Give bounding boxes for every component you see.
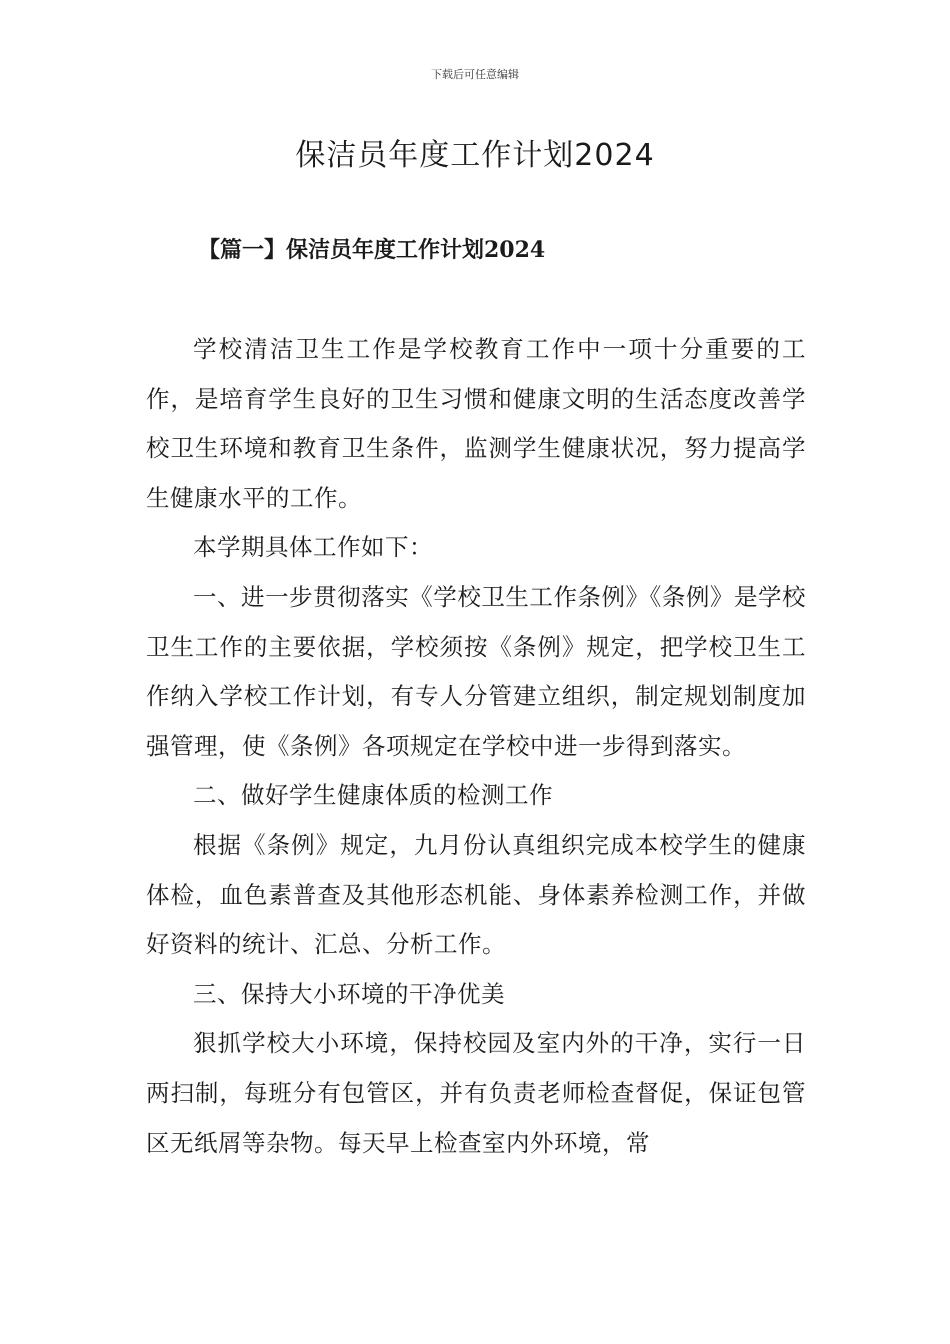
document-title: 保洁员年度工作计划2024	[295, 138, 655, 173]
paragraph-intro: 学校清洁卫生工作是学校教育工作中一项十分重要的工作，是培育学生良好的卫生习惯和健康文明的生活态度改善学校卫生环境和教育卫生条件，监测学生健康状况，努力提高学生健康水平的工作。	[146, 335, 806, 512]
paragraph-item-three-body: 狠抓学校大小环境，保持校园及室内外的干净，实行一日两扫制，每班分有包管区，并有负责老师检查督促，保证包管区无纸屑等杂物。每天早上检查室内外环境，常	[146, 1029, 806, 1157]
document-body	[146, 325, 806, 1168]
paragraph-item-two-body: 根据《条例》规定，九月份认真组织完成本校学生的健康体检，血色素普查及其他形态机能、身体素养检测工作，并做好资料的统计、汇总、分析工作。	[146, 830, 806, 959]
section-heading: 【篇一】保洁员年度工作计划2024	[198, 237, 546, 263]
header-note: 下载后可任意编辑	[431, 68, 519, 81]
paragraph-item-two-heading: 二、做好学生健康体质的检测工作	[193, 781, 553, 810]
paragraph-item-one: 一、进一步贯彻落实《学校卫生工作条例》《条例》是学校卫生工作的主要依据，学校须按《条例》规定，把学校卫生工作纳入学校工作计划，有专人分管建立组织，制定规划制度加强管理，使《条例》各项规定在学校中进一步得到落实。	[146, 582, 806, 760]
paragraph-work-list-intro: 本学期具体工作如下：	[193, 533, 433, 562]
paragraph-item-three-heading: 三、保持大小环境的干净优美	[193, 979, 505, 1008]
